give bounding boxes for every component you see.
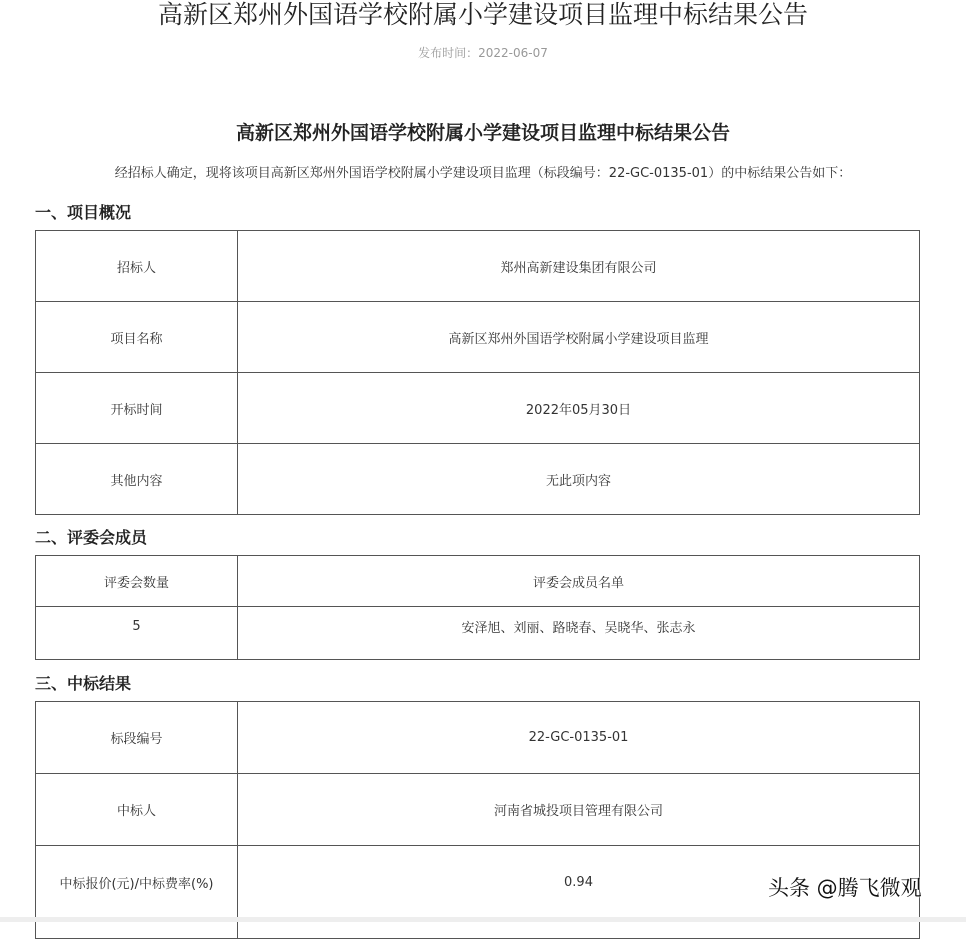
intro-text: 经招标人确定，现将该项目高新区郑州外国语学校附属小学建设项目监理（标段编号：22-GC-0135-01）的中标结果公告如下：: [114, 166, 852, 181]
row-label: 中标报价(元)/中标费率(%): [36, 846, 238, 919]
section-committee: 二、评委会成员: [35, 528, 148, 547]
row-value: 0.94: [238, 846, 920, 919]
row-value: 郑州高新建设集团有限公司: [238, 231, 920, 302]
row-value: 河南省城投项目管理有限公司: [238, 774, 920, 846]
table-row: [36, 444, 920, 515]
watermark: 头条 @腾飞微观: [768, 876, 922, 900]
committee-count: 5: [36, 607, 238, 660]
row-value: 无此项内容: [238, 444, 920, 515]
announcement-heading: 高新区郑州外国语学校附属小学建设项目监理中标结果公告: [235, 122, 730, 144]
table-row: [36, 702, 920, 774]
row-label: 中标人: [36, 774, 238, 846]
row-value: 22-GC-0135-01: [238, 702, 920, 774]
row-label: 招标人: [36, 231, 238, 302]
committee-table: [35, 555, 920, 660]
page-title: 高新区郑州外国语学校附属小学建设项目监理中标结果公告: [157, 0, 808, 29]
row-value: 2022年05月30日: [238, 373, 920, 444]
header-members: 评委会成员名单: [238, 556, 920, 607]
result-table: [35, 701, 920, 939]
table-row: [36, 302, 920, 373]
committee-members: 安泽旭、刘丽、路晓春、吴晓华、张志永: [238, 607, 920, 660]
section-result: 三、中标结果: [35, 674, 132, 693]
row-value: 高新区郑州外国语学校附属小学建设项目监理: [238, 302, 920, 373]
row-label: 开标时间: [36, 373, 238, 444]
table-row: [36, 774, 920, 846]
section-overview: 一、项目概况: [35, 203, 132, 222]
row-label: 其他内容: [36, 444, 238, 515]
table-row: [36, 373, 920, 444]
table-row: [36, 231, 920, 302]
row-label: 标段编号: [36, 702, 238, 774]
table-row: [36, 607, 920, 660]
bottom-edge: [0, 917, 966, 922]
table-header-row: [36, 556, 920, 607]
overview-table: [35, 230, 920, 515]
header-count: 评委会数量: [36, 556, 238, 607]
publish-date: 发布时间：2022-06-07: [418, 46, 548, 60]
row-label: 项目名称: [36, 302, 238, 373]
